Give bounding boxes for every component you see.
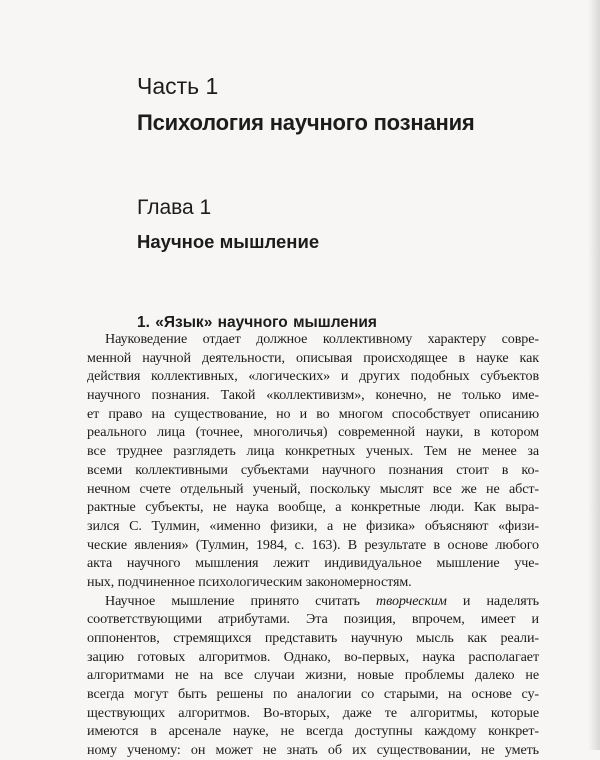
chapter-title: Научное мышление <box>137 231 320 252</box>
text-line: научного познания. Такой «коллективизм», конечно, не только име- <box>87 387 539 404</box>
text-line: всеми коллективными субъектами научного познания стоит в ко- <box>87 461 539 478</box>
text-line: нечном счете отдельный ученый, поскольку мыслят все же не абст- <box>87 480 539 497</box>
text-line: акта научного мышления лежит индивидуальное мышление уче- <box>87 555 539 572</box>
text-line: зился С. Тулмин, «именно физики, а не физика» объясняют «физи- <box>87 517 539 534</box>
emphasis-word: творческим <box>376 592 447 609</box>
text-line: всегда могут быть решены по аналогии со старыми, на основе су- <box>87 686 539 703</box>
text-line: все труднее разглядеть лица конкретных ученых. Тем не менее за <box>87 443 539 460</box>
text-line: ществующих алгоритмов. Во-вторых, даже те алгоритмы, которые <box>87 704 539 721</box>
text-line: соответствующими атрибутами. Эта позиция, впрочем, имеет и <box>87 611 539 628</box>
text-line: имеются в арсенале науке, не всегда доступны каждому конкрет- <box>87 723 539 740</box>
text-line: ет право на существование, но и во многом способствует описанию <box>87 405 539 422</box>
text-line: реального лица (точнее, многоличья) современной науки, в котором <box>87 424 539 441</box>
part-title: Психология научного познания <box>137 110 475 135</box>
text-line: оппонентов, стремящихся представить научную мысль как реали- <box>87 630 539 646</box>
text-line: действия коллективных, «логических» и других подобных субъектов <box>87 368 539 385</box>
text-line: менной научной деятельности, описывая происходящее в науке как <box>87 349 539 366</box>
text-line-with-emphasis <box>87 592 539 611</box>
chapter-label: Глава 1 <box>137 196 212 219</box>
text-run: Научное мышление принято считать <box>105 592 360 609</box>
text-line: рактные субъекты, не наука вообще, а конкретные люди. Как выра- <box>87 499 539 516</box>
text-line: ческие явления» (Тулмин, 1984, с. 163). В результате в основе любого <box>87 536 539 553</box>
page-edge-shadow <box>588 0 600 750</box>
text-line: алгоритмами не на все случаи жизни, новые проблемы далеко не <box>87 667 539 684</box>
text-line: Науковедение отдает должное коллективному характеру совре- <box>105 331 539 347</box>
part-label: Часть 1 <box>137 73 219 99</box>
text-line: зацию готовых алгоритмов. Однако, во-первых, наука располагает <box>87 648 539 665</box>
text-line: ных, подчиненное психологическим закономерностям. <box>87 573 412 590</box>
text-line: ному ученому: он может не знать об их существовании, не уметь <box>87 742 539 759</box>
body-text <box>87 330 539 760</box>
section-heading: 1. «Язык» научного мышления <box>137 314 377 331</box>
text-run: и наделять <box>446 592 539 609</box>
